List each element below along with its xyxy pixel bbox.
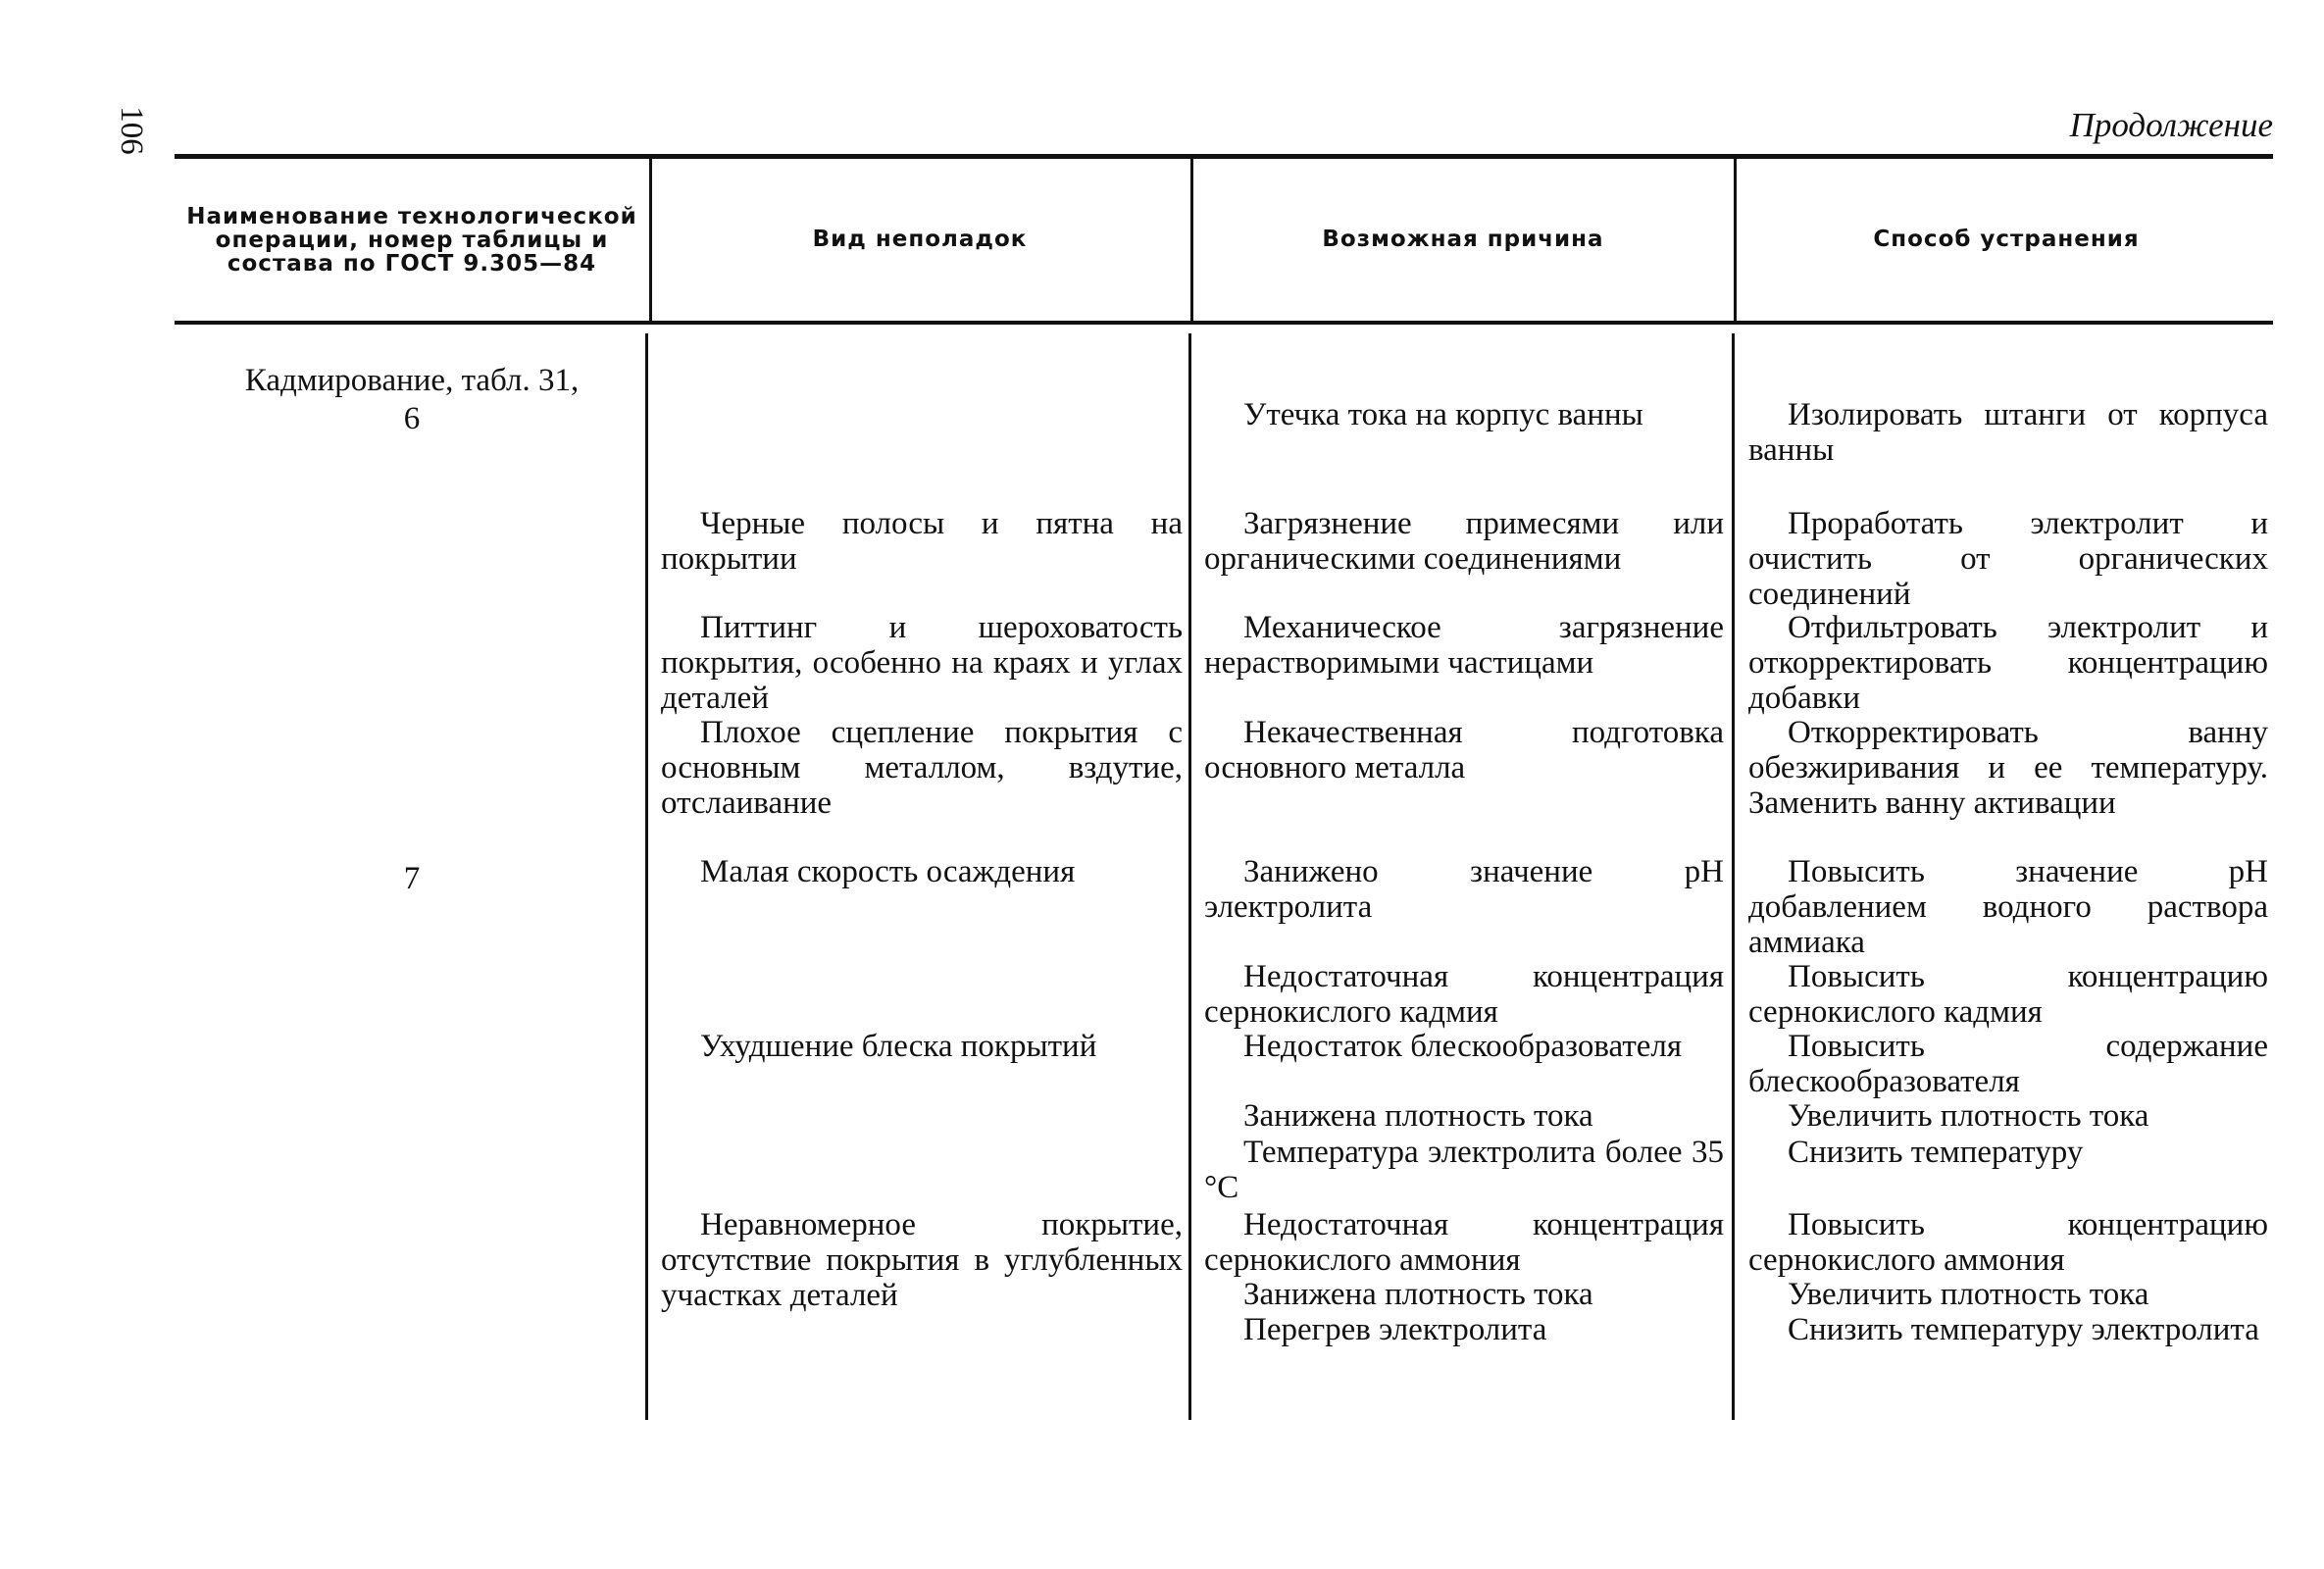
- remedy-cell: Снизить температуру электролита: [1788, 1312, 2259, 1347]
- defect-cell: Малая скорость осаждения: [700, 854, 1076, 889]
- header-remedy: Способ устранения: [1873, 227, 2140, 252]
- remedy-cell: Отфильтровать электролит и откорректировать концентрацию добавки: [1748, 610, 2268, 716]
- remedy-cell: Повысить концентрацию сернокислого кадмия: [1748, 959, 2268, 1030]
- defect-cell: Черные полосы и пятна на покрытии: [661, 506, 1183, 577]
- remedy-cell: Увеличить плотность тока: [1788, 1277, 2149, 1312]
- remedy-cell: Откорректировать ванну обезжиривания и ее температуру. Заменить ванну активации: [1748, 715, 2268, 821]
- remedy-cell: Повысить значение pH добавлением водного раствора аммиака: [1748, 854, 2268, 960]
- remedy-cell: Снизить температуру: [1788, 1135, 2084, 1170]
- cause-cell: Перегрев электролита: [1243, 1312, 1547, 1347]
- cause-cell: Некачественная подготовка основного металла: [1204, 715, 1724, 785]
- defect-cell: Ухудшение блеска покрытий: [700, 1029, 1097, 1064]
- remedy-cell: Повысить содержание блескообразователя: [1748, 1029, 2268, 1099]
- cause-cell: Температура электролита более 35 °С: [1204, 1135, 1724, 1205]
- page-number: 106: [114, 106, 149, 155]
- cause-cell: Недостаточная концентрация сернокислого аммония: [1204, 1207, 1724, 1278]
- cause-cell: Загрязнение примесями или органическими соединениями: [1204, 506, 1724, 577]
- remedy-cell: Изолировать штанги от корпуса ванны: [1748, 397, 2268, 468]
- remedy-cell: Увеличить плотность тока: [1788, 1098, 2149, 1134]
- defect-cell: Неравномерное покрытие, отсутствие покрытия в углубленных участках деталей: [661, 1207, 1183, 1313]
- defect-cell: Питтинг и шероховатость покрытия, особенно на краях и углах деталей: [661, 610, 1183, 716]
- remedy-cell: Проработать электролит и очистить от органических соединений: [1748, 506, 2268, 612]
- column-divider: [649, 159, 652, 321]
- cause-cell: Занижена плотность тока: [1243, 1277, 1593, 1312]
- composition-number: 6: [403, 401, 421, 436]
- column-divider: [1734, 159, 1737, 321]
- column-divider: [645, 333, 648, 1420]
- defect-cell: Плохое сцепление покрытия с основным металлом, вздутие, отслаивание: [661, 715, 1183, 821]
- header-operation: Наименование технологической операции, номер таблицы и состава по ГОСТ 9.305—84: [186, 203, 637, 277]
- cause-cell: Утечка тока на корпус ванны: [1243, 397, 1643, 432]
- header-possible-cause: Возможная причина: [1322, 227, 1604, 252]
- remedy-cell: Повысить концентрацию сернокислого аммония: [1748, 1207, 2268, 1278]
- cause-cell: Занижено значение pH электролита: [1204, 854, 1724, 925]
- composition-number: 7: [403, 861, 421, 896]
- column-divider: [1732, 333, 1735, 1420]
- cause-cell: Занижена плотность тока: [1243, 1098, 1593, 1134]
- cause-cell: Недостаточная концентрация сернокислого кадмия: [1204, 959, 1724, 1030]
- cause-cell: Механическое загрязнение нерастворимыми частицами: [1204, 610, 1724, 681]
- table-header-rule: [175, 321, 2273, 325]
- header-defect-type: Вид неполадок: [812, 227, 1028, 252]
- column-divider: [1190, 159, 1193, 321]
- continuation-label: Продолжение: [2069, 106, 2273, 144]
- column-divider: [1188, 333, 1191, 1420]
- operation-title: Кадмирование, табл. 31,: [244, 363, 580, 398]
- cause-cell: Недостаток блескообразователя: [1243, 1029, 1683, 1064]
